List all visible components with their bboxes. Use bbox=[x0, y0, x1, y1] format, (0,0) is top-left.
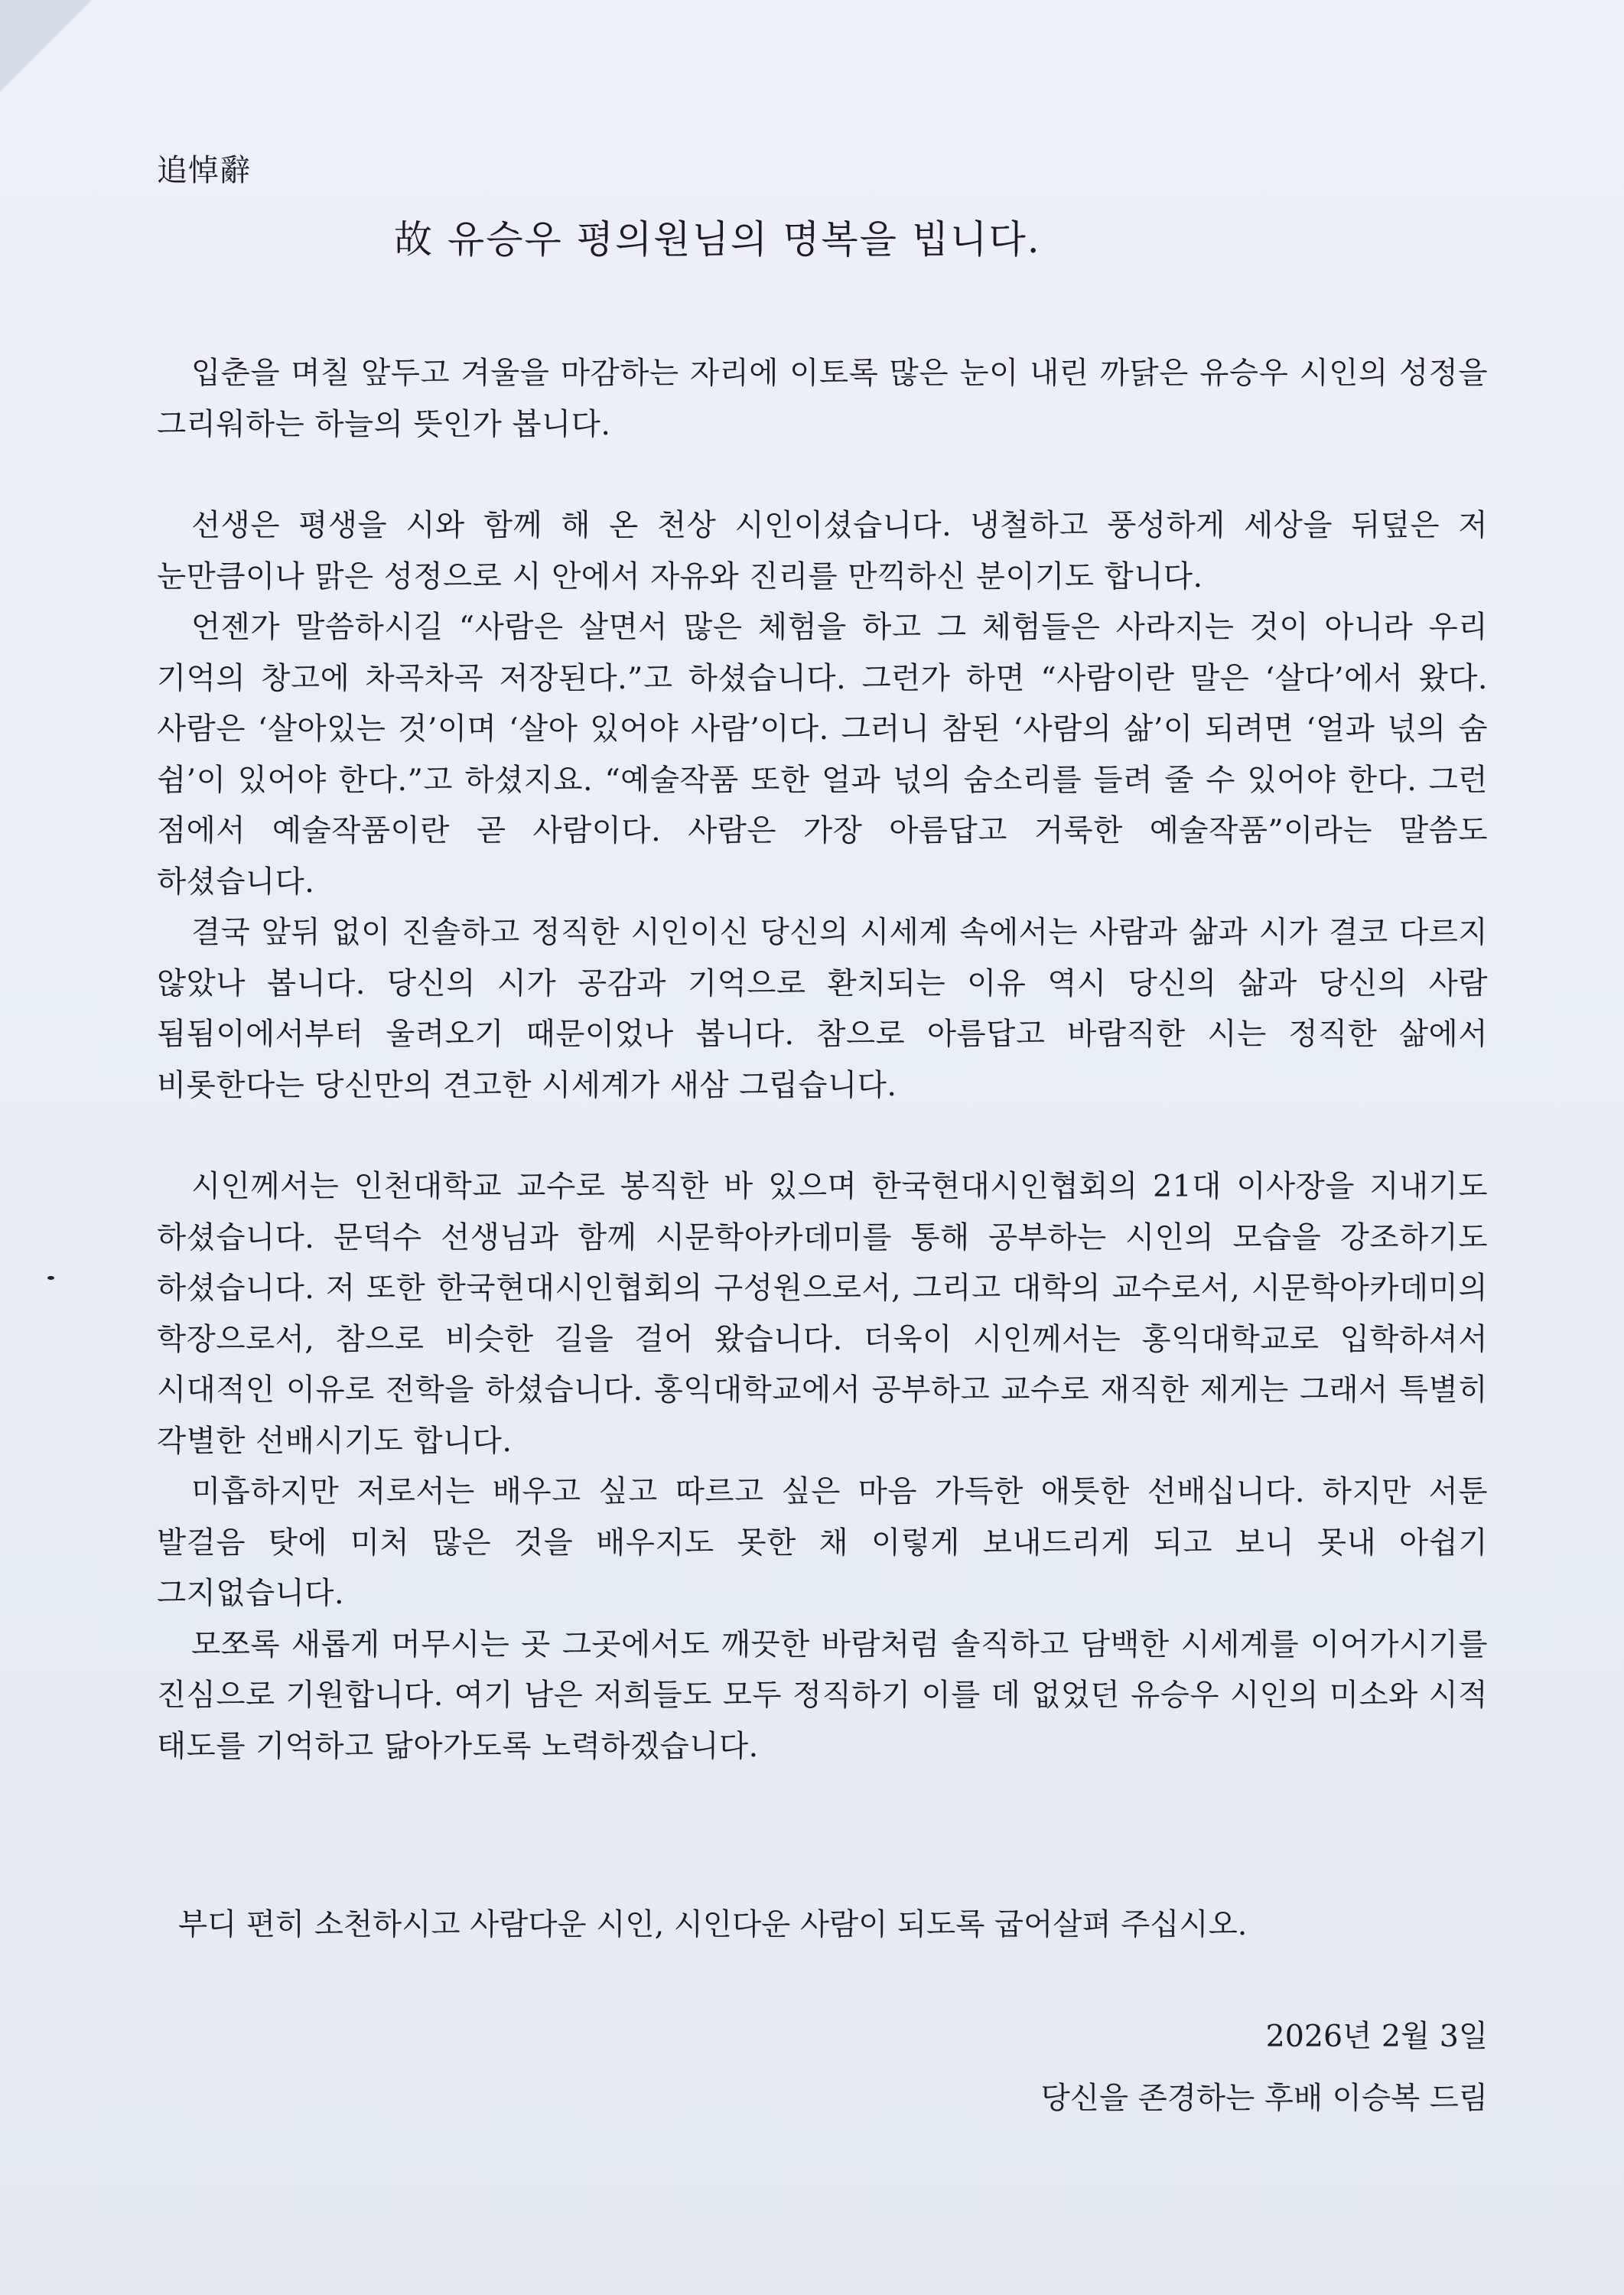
closing-line: 부디 편히 소천하시고 사람다운 시인, 시인다운 사람이 되도록 굽어살펴 주십시오. bbox=[178, 1907, 1248, 1942]
document-date: 2026년 2월 3일 bbox=[1265, 2019, 1488, 2054]
folded-corner bbox=[0, 0, 92, 92]
document-label: 追悼辭 bbox=[157, 153, 251, 188]
paragraph: 입춘을 며칠 앞두고 겨울을 마감하는 자리에 이토록 많은 눈이 내린 까닭은 유승우 시인의 성정을 그리워하는 하늘의 뜻인가 봅니다. bbox=[157, 356, 1488, 442]
paragraph: 언젠가 말씀하시길 “사람은 살면서 많은 체험을 하고 그 체험들은 사라지는 것이 아니라 우리 기억의 창고에 차곡차곡 저장된다.”고 하셨습니다. 그런가 하면 “사람이란 말은 ‘살다’에서 왔다. 사람은 ‘살아있는 것’이며 ‘살아 있어야 사람’이다. 그러니 참된 ‘사람의 삶’이 되려면 ‘얼과 넋의 숨 쉼’이 있어야 한다.”고 하셨지요. “예술작품 또한 얼과 넋의 숨소리를 들려 줄 수 있어야 한다. 그런 점에서 예술작품이란 곧 사람이다. 사람은 가장 아름답고 거룩한 예술작품”이라는 말씀도 하셨습니다. bbox=[157, 610, 1488, 900]
document-title: 故 유승우 평의원님의 명복을 빕니다. bbox=[394, 217, 1041, 262]
paragraph: 선생은 평생을 시와 함께 해 온 천상 시인이셨습니다. 냉철하고 풍성하게 세상을 뒤덮은 저 눈만큼이나 맑은 성정으로 시 안에서 자유와 진리를 만끽하신 분이기도 합니다. bbox=[157, 508, 1488, 594]
paragraph: 미흡하지만 저로서는 배우고 싶고 따르고 싶은 마음 가득한 애틋한 선배십니다. 하지만 서툰 발걸음 탓에 미처 많은 것을 배우지도 못한 채 이렇게 보내드리게 되고 보니 못내 아쉽기 그지없습니다. bbox=[157, 1474, 1488, 1611]
ink-speck bbox=[47, 1276, 54, 1280]
paragraph: 결국 앞뒤 없이 진솔하고 정직한 시인이신 당신의 시세계 속에서는 사람과 삶과 시가 결코 다르지 않았나 봅니다. 당신의 시가 공감과 기억으로 환치되는 이유 역시 당신의 삶과 당신의 사람 됨됨이에서부터 울려오기 때문이었나 봅니다. 참으로 아름답고 바람직한 시는 정직한 삶에서 비롯한다는 당신만의 견고한 시세계가 새삼 그립습니다. bbox=[157, 915, 1488, 1103]
document-body bbox=[157, 348, 1488, 1772]
signature-line: 당신을 존경하는 후배 이승복 드림 bbox=[1040, 2081, 1488, 2116]
paragraph: 시인께서는 인천대학교 교수로 봉직한 바 있으며 한국현대시인협회의 21대 이사장을 지내기도 하셨습니다. 문덕수 선생님과 함께 시문학아카데미를 통해 공부하는 시인의 모습을 강조하기도 하셨습니다. 저 또한 한국현대시인협회의 구성원으로서, 그리고 대학의 교수로서, 시문학아카데미의 학장으로서, 참으로 비슷한 길을 걸어 왔습니다. 더욱이 시인께서는 홍익대학교로 입학하셔서 시대적인 이유로 전학을 하셨습니다. 홍익대학교에서 공부하고 교수로 재직한 제게는 그래서 특별히 각별한 선배시기도 합니다. bbox=[157, 1169, 1488, 1459]
paragraph: 모쪼록 새롭게 머무시는 곳 그곳에서도 깨끗한 바람처럼 솔직하고 담백한 시세계를 이어가시기를 진심으로 기원합니다. 여기 남은 저희들도 모두 정직하기 이를 데 없었던 유승우 시인의 미소와 시적 태도를 기억하고 닮아가도록 노력하겠습니다. bbox=[157, 1626, 1488, 1764]
